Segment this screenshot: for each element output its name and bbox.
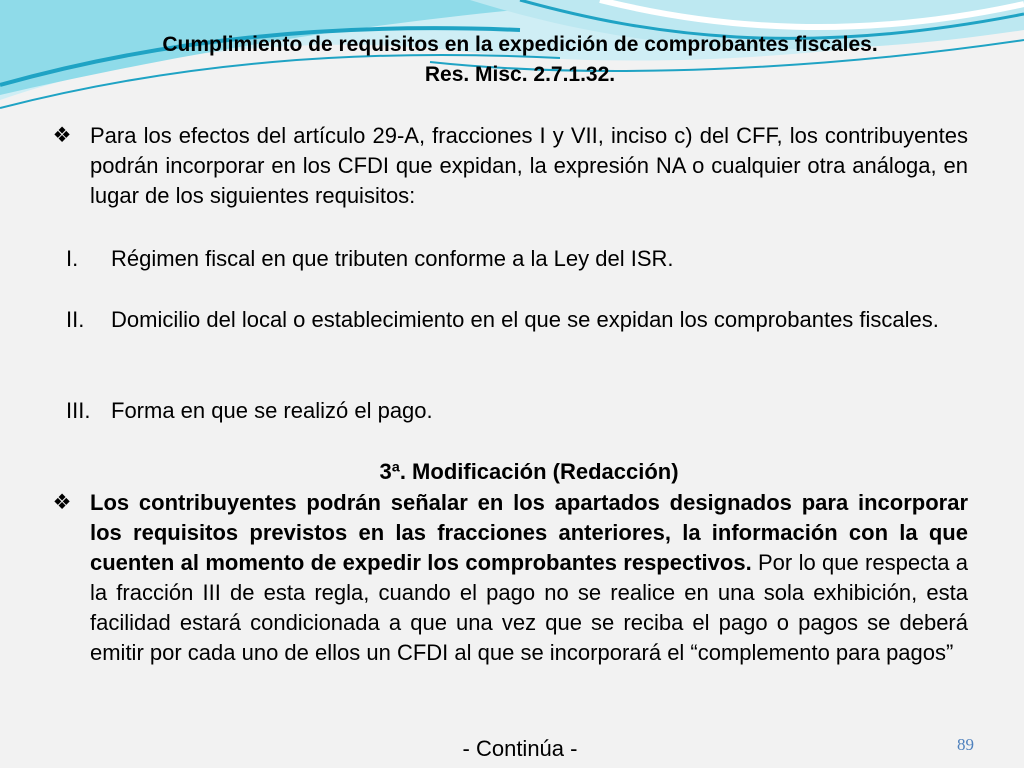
paragraph-intro: Para los efectos del artículo 29-A, fracciones I y VII, inciso c) del CFF, los contribuyentes podrán incorporar en los CFDI que expidan, la expresión NA o cualquier otra análoga, en lugar de los siguientes requisitos:: [90, 123, 968, 208]
page-number: 89: [957, 735, 974, 754]
continues-label: - Continúa -: [462, 736, 578, 761]
diamond-bullet-icon: ❖: [52, 491, 72, 514]
list-item-numeral: III.: [66, 398, 91, 423]
slide-title-line2: Res. Misc. 2.7.1.32.: [424, 63, 616, 86]
paragraph-modification-bold: Los contribuyentes podrán señalar en los apartados designados para incorporar los requisitos previstos en las fracciones anteriores, la información con la que cuenten al momento de expedir los comprobantes respectivos.: [90, 490, 968, 575]
slide-title: [40, 30, 1000, 90]
section-subheading: 3ª. Modificación (Redacción): [379, 459, 679, 484]
list-item-text: Forma en que se realizó el pago.: [111, 398, 433, 423]
list-item-numeral: I.: [66, 246, 79, 271]
slide-title-line1: Cumplimiento de requisitos en la expedición de comprobantes fiscales.: [162, 33, 878, 56]
paragraph-modification: [90, 488, 968, 668]
diamond-bullet-icon: ❖: [52, 124, 72, 147]
paragraph-modification-rest: Por lo que respecta a la fracción III de esta regla, cuando el pago no se realice en una sola exhibición, esta facilidad estará condicionada a que una vez que se reciba el pago o pagos se deberá emitir por cada uno de ellos un CFDI al que se incorporará el “complemento para pagos”: [90, 550, 968, 665]
list-item-numeral: II.: [66, 307, 85, 332]
list-item-text: Domicilio del local o establecimiento en el que se expidan los comprobantes fiscales.: [111, 307, 939, 332]
list-item-text: Régimen fiscal en que tributen conforme a la Ley del ISR.: [111, 246, 674, 271]
